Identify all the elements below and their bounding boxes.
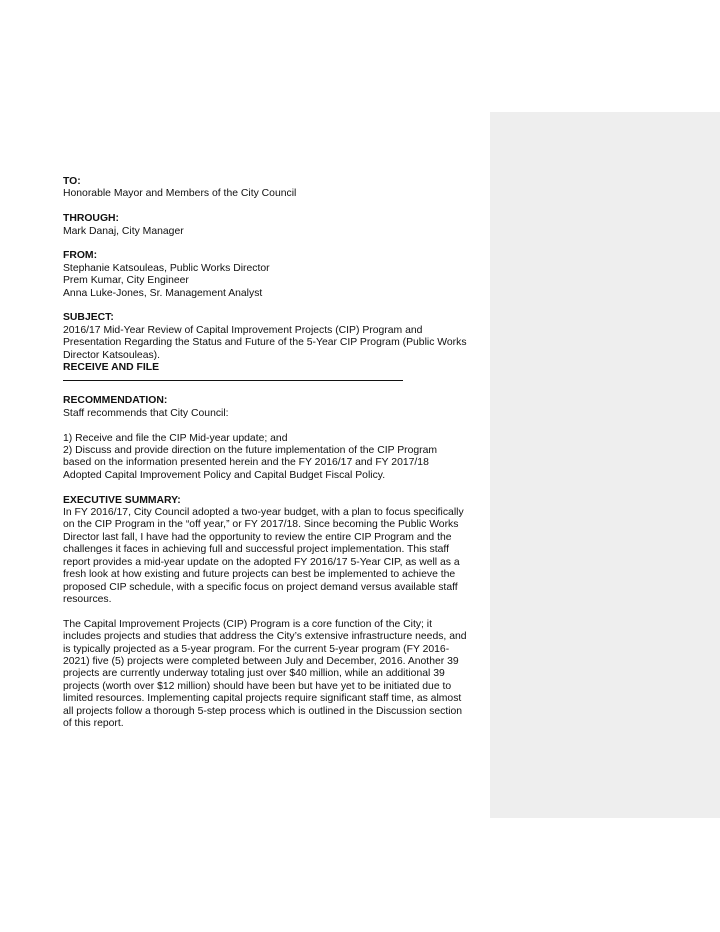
subject-line: Director Katsouleas).: [63, 349, 161, 361]
from-line: Prem Kumar, City Engineer: [63, 275, 189, 287]
subject-line: 2016/17 Mid-Year Review of Capital Improvement Projects (CIP) Program and: [63, 324, 423, 336]
summary-line: limited resources. Implementing capital projects require significant staff time, as almost: [63, 693, 462, 705]
summary-line: all projects follow a thorough 5-step process which is outlined in the Discussion section: [63, 705, 463, 717]
from-line: Anna Luke-Jones, Sr. Management Analyst: [63, 287, 263, 299]
summary-line: projects are currently underway totaling just over $40 million, while an additional 39: [63, 668, 445, 680]
subject-heading: SUBJECT:: [63, 312, 114, 324]
summary-line: is typically projected as a 5-year program. For the current 5-year program (FY 2016-: [63, 643, 450, 655]
from-line: Stephanie Katsouleas, Public Works Director: [63, 262, 270, 274]
recommendation-intro: Staff recommends that City Council:: [63, 407, 229, 419]
summary-line: 2021) five (5) projects were completed between July and December, 2016. Another 39: [63, 655, 459, 667]
summary-line: proposed CIP schedule, with a specific focus on project demand versus available staff: [63, 581, 458, 593]
summary-line: The Capital Improvement Projects (CIP) Program is a core function of the City; it: [63, 618, 433, 630]
summary-line: projects (worth over $12 million) should have been but have yet to be initiated due to: [63, 680, 452, 692]
recommendation-item: 2) Discuss and provide direction on the future implementation of the CIP Program: [63, 445, 438, 457]
summary-line: on the CIP Program in the “off year,” or FY 2017/18. Since becoming the Public Works: [63, 519, 459, 531]
summary-line: In FY 2016/17, City Council adopted a two-year budget, with a plan to focus specifically: [63, 507, 464, 519]
comment-margin-pane: [490, 112, 720, 818]
recommendation-item-cont: Adopted Capital Improvement Policy and Capital Budget Fiscal Policy.: [63, 469, 386, 481]
summary-line: of this report.: [63, 717, 124, 729]
action-label: RECEIVE AND FILE: [63, 362, 160, 374]
summary-line: includes projects and studies that address the City’s extensive infrastructure needs, and: [63, 631, 467, 643]
memo-body: [63, 176, 488, 730]
summary-line: challenges it faces in achieving full and successful project implementation. This staff: [63, 544, 450, 556]
to-heading: TO:: [63, 176, 81, 187]
summary-heading: EXECUTIVE SUMMARY:: [63, 494, 181, 506]
through-heading: THROUGH:: [63, 213, 119, 225]
recommendation-item: 1) Receive and file the CIP Mid-year update; and: [63, 432, 288, 444]
to-recipients: Honorable Mayor and Members of the City Council: [63, 188, 297, 200]
recommendation-heading: RECOMMENDATION:: [63, 395, 168, 407]
summary-line: resources.: [63, 593, 112, 605]
summary-line: report provides a mid-year update on the adopted FY 2016/17 5-Year CIP, as well as a: [63, 556, 460, 568]
divider-rule: [63, 380, 403, 381]
subject-line: Presentation Regarding the Status and Future of the 5-Year CIP Program (Public Works: [63, 337, 467, 349]
summary-line: Director last fall, I have had the opportunity to review the entire CIP Program and the: [63, 531, 452, 543]
summary-line: fresh look at how existing and future projects can best be implemented to achieve the: [63, 569, 456, 581]
through-name: Mark Danaj, City Manager: [63, 225, 184, 237]
recommendation-item-cont: based on the information presented herein and the FY 2016/17 and FY 2017/18: [63, 457, 429, 469]
from-heading: FROM:: [63, 250, 98, 262]
